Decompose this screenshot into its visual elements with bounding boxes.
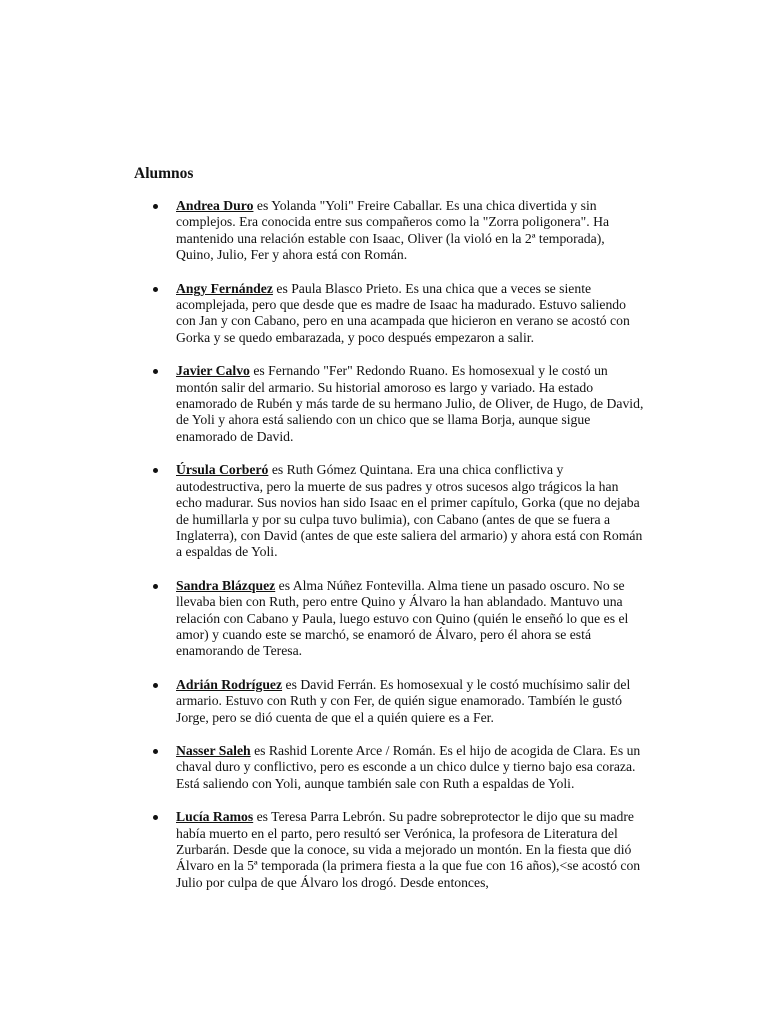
list-item (134, 363, 644, 445)
bullet-icon (153, 204, 158, 209)
item-text: es Ruth Gómez Quintana. Era una chica conflictiva y autodestructiva, pero la muerte de sus padres y otros sucesos algo trágicos la han echo madurar. Sus novios han sido Isaac en el primer capítulo, Gorka (que no dejaba de humillarla y por su culpa tuvo bulimia), con Cabano (antes de que se fuera a Inglaterra), con David (antes de que este saliera del armario) y ahora está con Román a espaldas de Yoli. (176, 462, 643, 560)
actor-name: Angy Fernández (176, 280, 273, 296)
list-item (134, 578, 644, 660)
bullet-icon (153, 584, 158, 589)
item-text: es Paula Blasco Prieto. Es una chica que a veces se siente acomplejada, pero que desde que es madre de Isaac ha madurado. Estuvo saliendo con Jan y con Cabano, pero en una acampada que hicieron en verano se acostó con Gorka y se quedo embarazada, y poco después empezaron a salir. (176, 280, 630, 345)
item-text: es Rashid Lorente Arce / Román. Es el hijo de acogida de Clara. Es un chaval duro y conflictivo, pero es esconde a un chico dulce y tierno bajo esa coraza. Está saliendo con Yoli, aunque también sale con Ruth a espaldas de Yoli. (176, 742, 641, 791)
bullet-icon (153, 815, 158, 820)
bullet-icon (153, 683, 158, 688)
item-text: es Yolanda "Yoli" Freire Caballar. Es una chica divertida y sin complejos. Era conocida entre sus compañeros como la "Zorra poligonera". Ha mantenido una relación estable con Isaac, Oliver (la violó en la 2ª temporada), Quino, Julio, Fer y ahora está con Román. (176, 198, 610, 263)
actor-name: Úrsula Corberó (176, 462, 269, 478)
actor-name: Nasser Saleh (176, 742, 251, 758)
bullet-icon (153, 287, 158, 292)
item-text: es Fernando "Fer" Redondo Ruano. Es homosexual y le costó un montón salir del armario. Su historial amoroso es largo y variado. Ha estado enamorado de Rubén y más tarde de su hermano Julio, de Oliver, de Hugo, de David, de Yoli y ahora está saliendo con un chico que se llama Borja, aunque sigue enamorado de David. (176, 363, 644, 444)
list-item (134, 198, 644, 264)
actor-name: Andrea Duro (176, 198, 254, 213)
list-item (134, 462, 644, 560)
item-text: es Alma Núñez Fontevilla. Alma tiene un pasado oscuro. No se llevaba bien con Ruth, pero entre Quino y Álvaro la han ablandado. Mantuvo una relación con Cabano y Paula, luego estuvo con Quino (quién le enseñó lo que es el amor) y cuando este se marchó, se enamoró de Álvaro, pero él ahora se está enamorando de Teresa. (176, 577, 629, 659)
bullet-icon (153, 749, 158, 754)
actor-name: Lucía Ramos (176, 809, 254, 825)
actor-name: Adrián Rodríguez (176, 676, 283, 692)
list-item (134, 281, 644, 347)
list-item (134, 809, 644, 891)
bullet-icon (153, 369, 158, 374)
list-item (134, 743, 644, 792)
list-item (134, 677, 644, 726)
actor-name: Javier Calvo (176, 363, 250, 379)
actor-name: Sandra Blázquez (176, 577, 276, 593)
section-heading: Alumnos (134, 165, 194, 182)
student-list (134, 198, 644, 908)
item-text: es David Ferrán. Es homosexual y le costó muchísimo salir del armario. Estuvo con Ruth y con Fer, de quién sigue enamorado. Tambíén le gustó Jorge, pero se dió cuenta de que el a quién quiere es a Fer. (176, 676, 631, 725)
bullet-icon (153, 468, 158, 473)
item-text: es Teresa Parra Lebrón. Su padre sobreprotector le dijo que su madre había muerto en el parto, pero resultó ser Verónica, la profesora de Literatura del Zurbarán. Desde que la conoce, su vida a mejorado un montón. En la fiesta que dió Álvaro en la 5ª temporada (la primera fiesta a la que fue con 16 años),<se acostó con Julio por culpa de que Álvaro los drogó. Desde entonces, (176, 809, 641, 890)
